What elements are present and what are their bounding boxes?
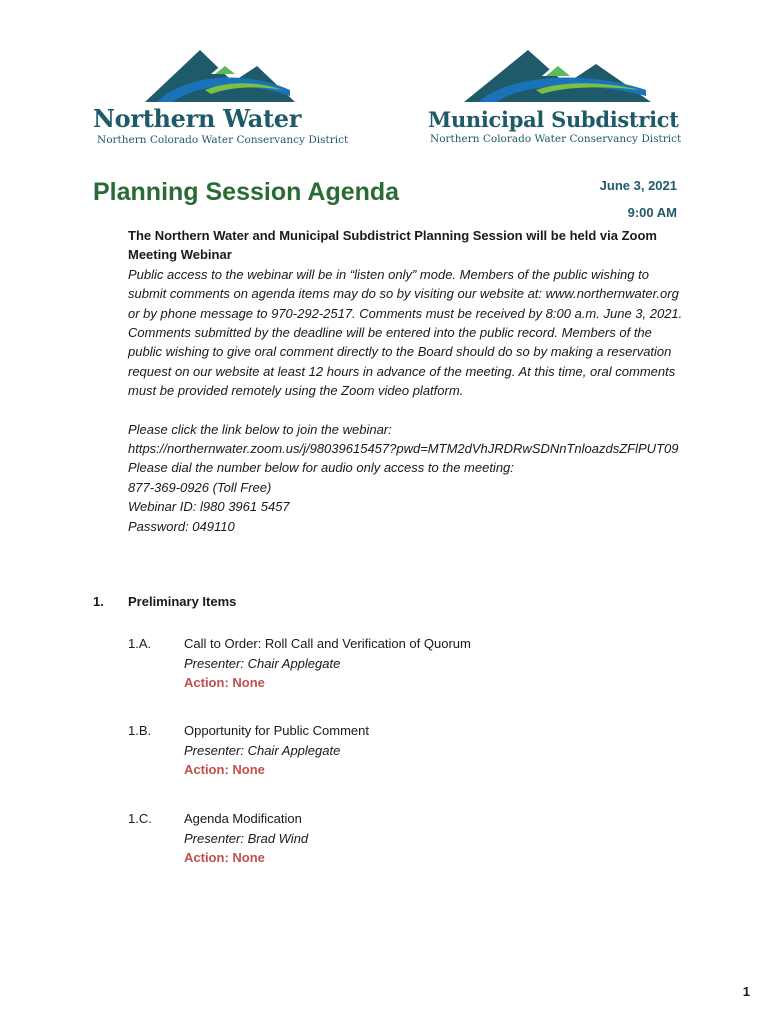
item-presenter: Presenter: Chair Applegate [184, 655, 341, 671]
agenda-item [128, 721, 688, 780]
mountain-water-logo-icon [446, 46, 681, 106]
item-action: Action: None [184, 762, 265, 777]
item-number: 1.A. [128, 636, 152, 651]
section-number: 1. [93, 594, 104, 609]
item-title: Call to Order: Roll Call and Verification of Quorum [184, 636, 471, 651]
logo-subtitle: Northern Colorado Water Conservancy District [97, 134, 349, 146]
section-label: Preliminary Items [128, 594, 237, 609]
meeting-time: 9:00 AM [627, 205, 677, 220]
agenda-item [128, 809, 688, 868]
meeting-heading: The Northern Water and Municipal Subdistrict Planning Session will be held via Zoom Meeting Webinar [128, 228, 657, 263]
password: Password: 049110 [128, 518, 235, 534]
phone-number: 877-369-0926 (Toll Free) [128, 479, 272, 495]
northern-water-logo [93, 46, 349, 146]
item-action: Action: None [184, 850, 265, 865]
page-number: 1 [742, 984, 750, 999]
item-presenter: Presenter: Chair Applegate [184, 742, 341, 758]
item-title: Agenda Modification [184, 811, 302, 826]
mountain-water-logo-icon [145, 46, 295, 106]
meeting-date: June 3, 2021 [599, 178, 677, 193]
logo-name: Northern Water [93, 104, 302, 133]
phone-prompt: Please dial the number below for audio only access to the meeting: [128, 460, 514, 476]
item-presenter: Presenter: Brad Wind [184, 830, 309, 846]
agenda-item [128, 634, 688, 693]
logo-subtitle: Northern Colorado Water Conservancy District [430, 133, 682, 145]
municipal-subdistrict-logo [428, 46, 688, 145]
item-number: 1.C. [128, 811, 152, 826]
item-title: Opportunity for Public Comment [184, 723, 369, 738]
meeting-information [128, 226, 688, 536]
page-title: Planning Session Agenda [93, 178, 400, 206]
webinar-link[interactable]: https://northernwater.zoom.us/j/98039615457?pwd=MTM2dVhJRDRwSDNnTnloazdsZFlPUT09 [128, 441, 679, 457]
public-access-text: Public access to the webinar will be in “listen only” mode. Members of the public wishing to submit comments on agenda items may do so by visiting our website at: www.northernwater.org or by phone message to 970-292-2517. Comments must be received by 8:00 a.m. June 3, 2021. Comments submitted by the deadline will be entered into the public record. Members of the public wishing to give oral comment directly to the Board should do so by making a reservation request on our website at least 12 hours in advance of the meeting. At this time, oral comments must be provided remotely using the Zoom video platform. [128, 266, 683, 399]
logo-name: Municipal Subdistrict [428, 107, 679, 132]
link-prompt: Please click the link below to join the webinar: [128, 421, 392, 437]
item-action: Action: None [184, 675, 265, 690]
item-number: 1.B. [128, 723, 152, 738]
webinar-id: Webinar ID: l980 3961 5457 [128, 499, 290, 515]
